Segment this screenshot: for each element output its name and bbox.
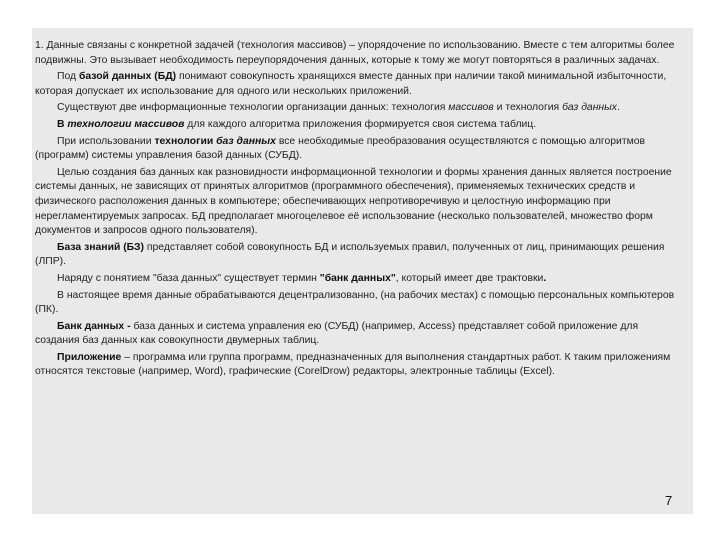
text: для каждого алгоритма приложения формируется своя система таблиц. xyxy=(184,118,537,130)
paragraph-5 xyxy=(35,135,685,164)
term-data-bank: "банк данных" xyxy=(319,272,396,284)
term-application: Приложение xyxy=(57,351,122,363)
text: Под xyxy=(57,71,79,83)
paragraph-6-text: Целью создания баз данных как разновидности информационной технологии и формы хранения данных является построение системы данных, не зависящих от принятых алгоритмов (программного обеспечения), применяемых технических средств и физического расположения данных в компьютере; обеспечивающих непротиворечивую и целостную информацию при нерегламентируемых запросах. БД предполагает многоцелевое её использование (несколько пользователей, множество форм документов и запросов одного пользователя). xyxy=(35,166,672,237)
paragraph-7 xyxy=(35,241,685,270)
paragraph-6 xyxy=(35,166,685,239)
term-databases: баз данных xyxy=(562,102,617,114)
paragraph-3 xyxy=(35,101,685,116)
text: . xyxy=(617,102,620,114)
term-technology: технологии xyxy=(154,135,217,147)
paragraph-4 xyxy=(35,118,685,133)
paragraph-10 xyxy=(35,320,685,349)
paragraph-8 xyxy=(35,272,685,287)
text: , который имеет две трактовки xyxy=(395,272,544,284)
term-database: базой данных (БД) xyxy=(78,71,177,83)
text: понимают совокупность хранящихся вместе данных при наличии такой минимальной избыточности, которая допускает их использование для одного или нескольких приложений. xyxy=(35,71,667,97)
slide-body xyxy=(35,39,685,382)
paragraph-1-text: 1. Данные связаны с конкретной задачей (технология массивов) – упорядочение по использованию. Вместе с тем алгоритмы более подвижны. Это вызывает необходимость переупорядочения данных, которые к тому же могут повторяться в различных задачах. xyxy=(35,40,675,66)
text: При использовании xyxy=(57,135,155,147)
paragraph-9-text: В настоящее время данные обрабатываются децентрализованно, (на рабочих местах) с помощью персональных компьютеров (ПК). xyxy=(35,289,675,316)
text: база данных и система управления ею (СУБД) (например, Access) представляет собой приложение для создания баз данных как совокупности двумерных таблиц. xyxy=(35,320,639,347)
text: В xyxy=(57,118,68,130)
term-array-technology: технологии массивов xyxy=(67,118,185,130)
text: – программа или группа программ, предназначенных для выполнения стандартных работ. К таким приложениям относятся текстовые (например, Word), графические (CorelDrow) редакторы, электронные таблицы (Excel). xyxy=(35,351,671,378)
term-arrays: массивов xyxy=(448,102,494,114)
text: представляет собой совокупность БД и используемых правил, полученных от лиц, принимающих решения (ЛПР). xyxy=(35,241,665,268)
paragraph-9 xyxy=(35,289,685,318)
text: . xyxy=(543,272,547,284)
paragraph-2 xyxy=(35,70,685,99)
paragraph-11 xyxy=(35,351,685,380)
text: Наряду с понятием "база данных" существует термин xyxy=(57,272,320,284)
paragraph-1 xyxy=(35,39,685,68)
text: Существуют две информационные технологии организации данных: технология xyxy=(57,102,449,114)
term-databases: баз данных xyxy=(216,135,276,147)
text: все необходимые преобразования осуществляются с помощью алгоритмов (программ) системы управления базой данных (СУБД). xyxy=(35,135,646,162)
text: и технология xyxy=(493,102,563,114)
term-data-bank: Банк данных - xyxy=(57,320,134,332)
page-number: 7 xyxy=(665,493,673,508)
term-knowledge-base: База знаний (БЗ) xyxy=(57,241,144,253)
